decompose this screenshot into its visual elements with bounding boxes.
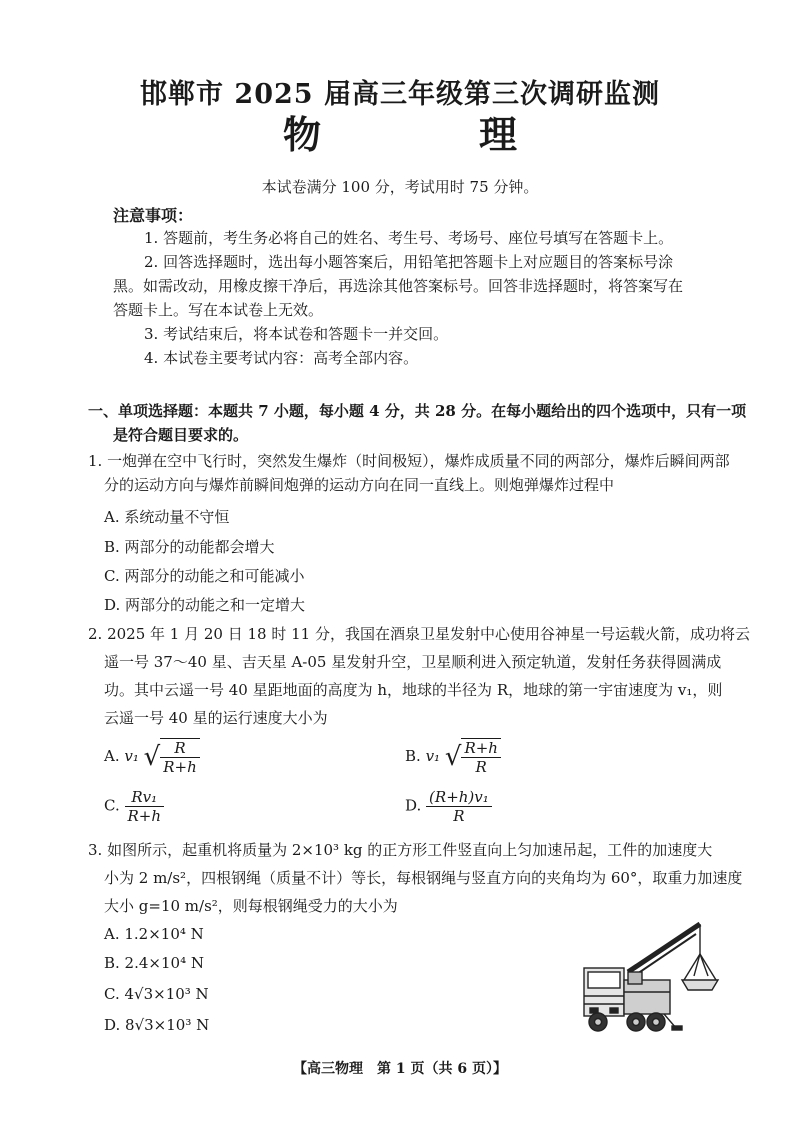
q2-option-a (104, 738, 200, 776)
q2-stem-cont: 云遥一号 40 星的运行速度大小为 (104, 709, 328, 727)
q3-option-d: D. 8√3×10³ N (104, 1016, 210, 1034)
q1-option-b: B. 两部分的动能都会增大 (104, 538, 275, 556)
fraction-denominator: R (475, 758, 487, 776)
q2-stem: 2. 2025 年 1 月 20 日 18 时 11 分，我国在酒泉卫星发射中心使用谷神星一号运载火箭，成功将云 (88, 625, 750, 643)
option-label: B. (405, 747, 421, 765)
exam-info: 本试卷满分 100 分，考试用时 75 分钟。 (261, 178, 539, 196)
section-heading: 一、单项选择题：本题共 7 小题，每小题 4 分，共 28 分。在每小题给出的四个选项中，只有一项 (88, 402, 747, 420)
option-coefficient: v₁ (425, 747, 441, 765)
option-label: C. (104, 796, 120, 815)
crane-truck-illustration (576, 910, 726, 1040)
q1-option-c: C. 两部分的动能之和可能减小 (104, 567, 305, 585)
q3-stem: 3. 如图所示，起重机将质量为 2×10³ kg 的正方形工件竖直向上匀加速吊起，工件的加速度大 (88, 841, 713, 859)
q2-option-d (405, 788, 492, 825)
note-line: 黑。如需改动，用橡皮擦干净后，再选涂其他答案标号。回答非选择题时，将答案写在 (113, 277, 684, 295)
fraction (426, 788, 492, 825)
notes-heading: 注意事项： (113, 206, 194, 225)
q2-option-b (405, 738, 501, 776)
option-label: A. (104, 747, 120, 765)
q1-option-d: D. 两部分的动能之和一定增大 (104, 596, 306, 614)
sqrt-expression (144, 738, 200, 776)
fraction-numerator: R (160, 739, 200, 758)
fraction-denominator: R (453, 807, 465, 825)
q1-stem: 1. 一炮弹在空中飞行时，突然发生爆炸（时间极短），爆炸成质量不同的两部分，爆炸后瞬间两部 (88, 452, 730, 470)
note-line: 4. 本试卷主要考试内容：高考全部内容。 (144, 349, 419, 367)
fraction (160, 739, 200, 776)
q3-stem-cont: 大小 g=10 m/s²，则每根钢绳受力的大小为 (104, 897, 398, 915)
note-line: 1. 答题前，考生务必将自己的姓名、考生号、考场号、座位号填写在答题卡上。 (144, 229, 674, 247)
page-footer: 【高三物理 第 1 页（共 6 页）】 (293, 1061, 507, 1077)
fraction-denominator: R+h (163, 758, 197, 776)
sqrt-expression (445, 738, 501, 776)
q2-stem-cont: 遥一号 37～40 星、吉天星 A-05 星发射升空，卫星顺利进入预定轨道，发射任务获得圆满成 (104, 653, 722, 671)
section-heading-cont: 是符合题目要求的。 (113, 426, 249, 444)
exam-title: 邯郸市 2025 届高三年级第三次调研监测 (140, 79, 660, 110)
sqrt-icon: √ (143, 742, 161, 772)
sqrt-icon: √ (444, 742, 462, 772)
option-label: D. (405, 796, 422, 815)
fraction (461, 739, 501, 776)
note-line: 3. 考试结束后，将本试卷和答题卡一并交回。 (144, 325, 449, 343)
q3-option-a: A. 1.2×10⁴ N (104, 925, 204, 943)
fraction-numerator: (R+h)v₁ (426, 788, 492, 807)
fraction-numerator: R+h (461, 739, 501, 758)
q1-stem-cont: 分的运动方向与爆炸前瞬间炮弹的运动方向在同一直线上。则炮弹爆炸过程中 (104, 476, 615, 494)
note-line: 答题卡上。写在本试卷上无效。 (113, 301, 324, 319)
q2-stem-cont: 功。其中云遥一号 40 星距地面的高度为 h，地球的半径为 R，地球的第一宇宙速度为 v₁，则 (104, 681, 723, 699)
fraction-denominator: R+h (127, 807, 162, 825)
q3-option-b: B. 2.4×10⁴ N (104, 954, 204, 972)
fraction (125, 788, 165, 825)
subject-title: 物 理 (282, 112, 577, 157)
q3-option-c: C. 4√3×10³ N (104, 985, 209, 1003)
q3-stem-cont: 小为 2 m/s²，四根钢绳（质量不计）等长，每根钢绳与竖直方向的夹角均为 60°，取重力加速度 (104, 869, 743, 887)
q2-option-c (104, 788, 164, 825)
q1-option-a: A. 系统动量不守恒 (104, 508, 230, 526)
fraction-numerator: Rv₁ (125, 788, 165, 807)
note-line: 2. 回答选择题时，选出每小题答案后，用铅笔把答题卡上对应题目的答案标号涂 (144, 253, 674, 271)
option-coefficient: v₁ (124, 747, 139, 765)
